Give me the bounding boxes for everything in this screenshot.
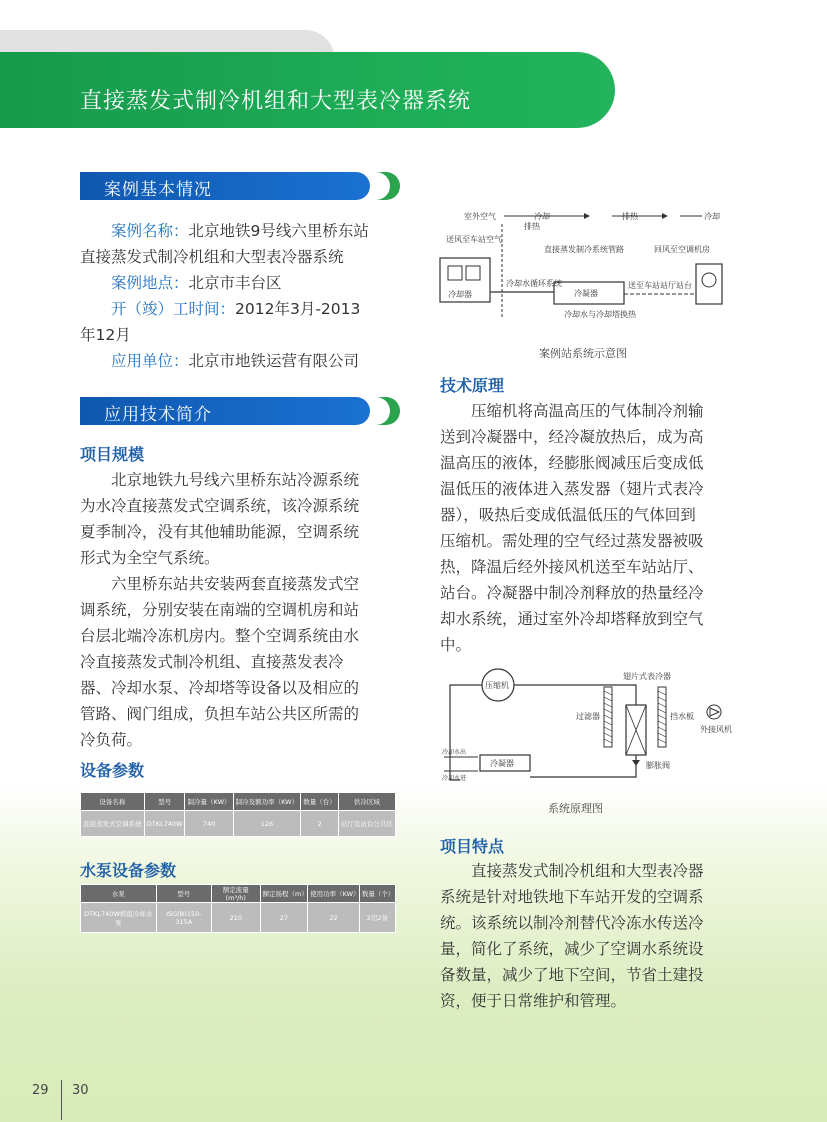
system-schematic-diagram	[434, 204, 734, 334]
unit-line	[80, 348, 400, 374]
table-header-row	[81, 793, 396, 811]
text-line: 统。该系统以制冷剂替代冷冻水传送冷	[440, 914, 704, 932]
features-heading: 项目特点	[440, 837, 505, 856]
text-line: 器），吸热后变成低温低压的气体回到	[440, 506, 696, 524]
page-title: 直接蒸发式制冷机组和大型表冷器系统	[80, 89, 472, 114]
label-condenser: 冷凝器	[490, 759, 514, 768]
table-cell: 2用2备	[359, 903, 395, 933]
unit-label: 应用单位：	[111, 352, 189, 370]
table-header-row	[81, 885, 396, 903]
section-heading-bar	[80, 172, 370, 200]
table-row	[81, 811, 396, 837]
page-divider	[61, 1080, 62, 1120]
features-paragraph	[440, 858, 740, 1014]
case-name-line	[80, 218, 400, 244]
label-fin-cooler: 翅片式表冷器	[623, 672, 671, 681]
text-line: 冷负荷。	[80, 731, 143, 749]
label-return-air: 回风至空调机房	[654, 245, 710, 254]
table-cell: 27	[260, 903, 308, 933]
equip-heading: 设备参数	[80, 761, 145, 780]
label-cooling-1: 冷却	[534, 212, 550, 221]
label-pipe-note: 冷却水循环系统	[506, 279, 562, 288]
table-header-cell: 制冷量（KW）	[185, 793, 233, 811]
table-cell: 740	[185, 811, 233, 837]
pump-heading: 水泵设备参数	[80, 861, 177, 880]
table-header-cell: 数量（个）	[359, 885, 395, 903]
text-line: 热，降温后经外接风机送至车站站厅、	[440, 558, 704, 576]
label-refrigerant-pipe: 直接蒸发制冷系统管路	[544, 245, 624, 254]
label-filter: 过滤器	[576, 712, 600, 721]
label-water-plate: 挡水板	[670, 712, 694, 721]
table-cell: ISG(B)150-315A	[156, 903, 211, 933]
table-cell: DTKL740W	[144, 811, 185, 837]
scale-paragraph	[80, 467, 400, 753]
section-heading-tech: 应用技术简介	[104, 405, 212, 425]
tech-paragraph	[440, 398, 740, 658]
text-line: 中。	[440, 636, 472, 654]
text-line: 夏季制冷，没有其他辅助能源，空调系统	[80, 523, 360, 541]
period-value-2: 年12月	[80, 326, 131, 344]
text-line: 送到冷凝器中，经冷凝放热后，成为高	[440, 428, 704, 446]
table-header-cell: 供冷区域	[338, 793, 395, 811]
text-line: 管路、阀门组成，负担车站公共区所需的	[80, 705, 360, 723]
text-line: 系统是针对地铁地下车站开发的空调系	[440, 888, 704, 906]
text-line: 压缩机。需处理的空气经过蒸发器被吸	[440, 532, 704, 550]
table-header-cell: 水泵	[81, 885, 157, 903]
location-line	[80, 270, 400, 296]
tech-heading: 技术原理	[440, 376, 505, 395]
table-header-cell: 制冷及额功率（KW）	[233, 793, 301, 811]
table-header-cell: 数量（台）	[301, 793, 339, 811]
scale-heading: 项目规模	[80, 445, 145, 464]
label-water-in: 冷却水进	[442, 775, 467, 782]
table-header-cell: 设备名称	[81, 793, 145, 811]
page-number-right: 30	[72, 1083, 89, 1098]
label-condenser-unit: 冷却器	[448, 290, 472, 299]
text-line: 形式为全空气系统。	[80, 549, 220, 567]
table-header-cell: 额定扬程（m）	[260, 885, 308, 903]
pump-table	[80, 884, 396, 933]
text-line: 为水冷直接蒸发式空调系统，该冷源系统	[80, 497, 360, 515]
section-heading-basic: 案例基本情况	[104, 180, 212, 200]
diagram-caption-principle: 系统原理图	[548, 802, 603, 815]
text-line: 量，简化了系统，减少了空调水系统设	[440, 940, 704, 958]
label-expansion-valve: 膨胀阀	[646, 761, 670, 770]
section-heading-bar	[80, 397, 370, 425]
table-row	[81, 903, 396, 933]
table-header-cell: 额定流量(m³/h)	[211, 885, 260, 903]
table-cell: 直接蒸发式空调系统	[81, 811, 145, 837]
table-header-cell: 型号	[156, 885, 211, 903]
case-name-value-2: 直接蒸发式制冷机组和大型表冷器系统	[80, 248, 344, 266]
text-line: 站台。冷凝器中制冷剂释放的热量经冷	[440, 584, 704, 602]
page-number-left: 29	[32, 1083, 49, 1098]
equipment-table	[80, 792, 396, 837]
table-cell: 2	[301, 811, 339, 837]
text-line: 六里桥东站共安装两套直接蒸发式空	[80, 575, 360, 593]
label-water-out: 冷却水出	[442, 749, 467, 756]
table-header-cell: 使用功率（KW）	[308, 885, 360, 903]
case-info	[80, 218, 400, 374]
text-line: 压缩机将高温高压的气体制冷剂输	[440, 402, 704, 420]
case-name-value: 北京地铁9号线六里桥东站	[188, 222, 369, 240]
table-header-cell: 型号	[144, 793, 185, 811]
table-cell: 站厅及站台公共区	[338, 811, 395, 837]
case-name-label: 案例名称：	[111, 222, 189, 240]
label-evaporator: 冷凝器	[574, 289, 598, 298]
label-cooling-water: 冷却水与冷却塔换热	[564, 310, 636, 319]
table-cell: 22	[308, 903, 360, 933]
text-line: 温高压的液体，经膨胀阀减压后变成低	[440, 454, 704, 472]
label-supply-platform: 送至车站站厅站台	[628, 281, 692, 290]
text-line: 资，便于日常维护和管理。	[440, 992, 627, 1010]
text-line: 台层北端冷冻机房内。整个空调系统由水	[80, 627, 360, 645]
label-outdoor-air: 室外空气	[464, 212, 496, 221]
text-line: 备数量，减少了地下空间，节省土建投	[440, 966, 704, 984]
text-line: 北京地铁九号线六里桥东站冷源系统	[80, 471, 360, 489]
period-line	[80, 296, 400, 322]
text-line: 却水系统，通过室外冷却塔释放到空气	[440, 610, 704, 628]
label-supply-air: 送风至车站空气	[446, 235, 502, 244]
text-line: 冷直接蒸发式制冷机组、直接蒸发表冷	[80, 653, 344, 671]
period-value: 2012年3月-2013	[235, 300, 361, 318]
period-label: 开（竣）工时间：	[111, 300, 236, 318]
location-label: 案例地点：	[111, 274, 189, 292]
label-sensible: 排热	[524, 222, 540, 231]
label-cooling-2: 冷却	[704, 212, 720, 221]
label-compressor: 压缩机	[485, 681, 509, 690]
text-line: 直接蒸发式制冷机组和大型表冷器	[440, 862, 704, 880]
principle-diagram	[438, 665, 743, 790]
diagram-caption-schematic: 案例站系统示意图	[539, 347, 627, 360]
table-cell: 126	[233, 811, 301, 837]
text-line: 温低压的液体进入蒸发器（翅片式表冷	[440, 480, 704, 498]
label-fan: 外接风机	[700, 725, 732, 734]
table-cell: DTKL740W机组冷却水泵	[81, 903, 157, 933]
text-line: 调系统，分别安装在南端的空调机房和站	[80, 601, 360, 619]
unit-value: 北京市地铁运营有限公司	[188, 352, 360, 370]
text-line: 器、冷却水泵、冷却塔等设备以及相应的	[80, 679, 360, 697]
location-value: 北京市丰台区	[188, 274, 282, 292]
table-cell: 210	[211, 903, 260, 933]
label-heat-exhaust: 排热	[622, 212, 638, 221]
